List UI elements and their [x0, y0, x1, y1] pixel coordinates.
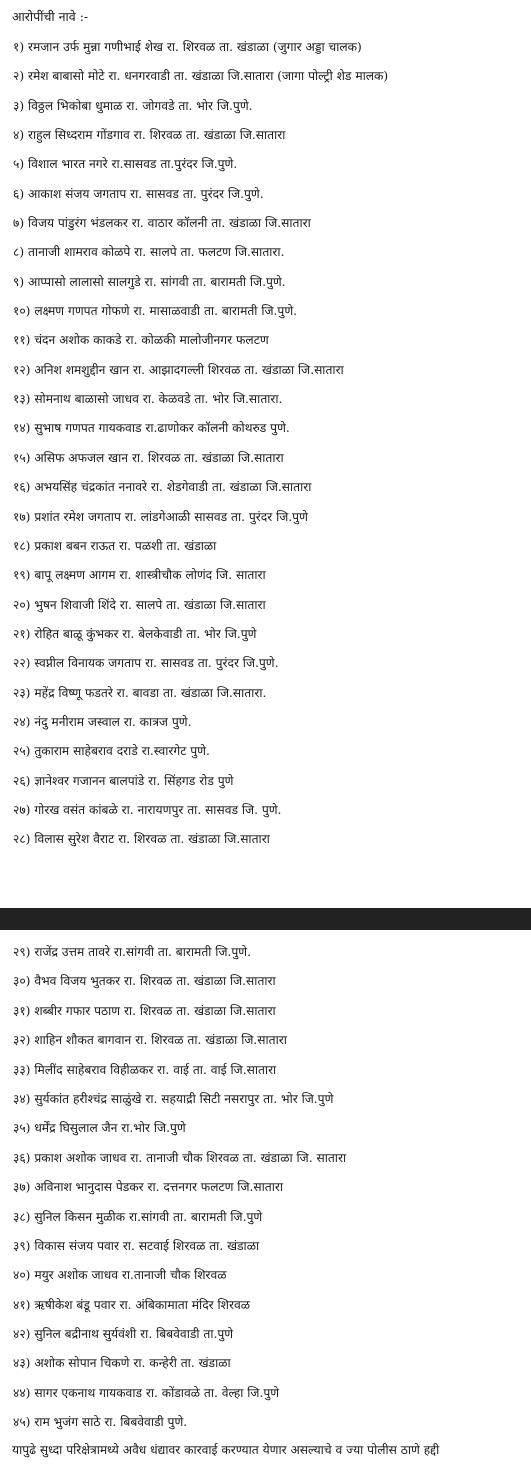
list-item — [0, 1001, 531, 1030]
list-item-number: ५) — [13, 157, 25, 172]
accused-list-part-two — [0, 942, 531, 1442]
list-item-text: अविनाश भानुदास पेडकर रा. दत्तनगर फलटण जि.सातारा — [34, 1180, 283, 1195]
list-item-number: ३१) — [13, 1003, 31, 1018]
list-item — [0, 800, 531, 829]
list-item — [0, 1265, 531, 1294]
list-item-number: ३७) — [13, 1180, 31, 1195]
list-item — [0, 448, 531, 477]
list-item — [0, 741, 531, 770]
list-item-number: ३३) — [13, 1062, 31, 1077]
list-item-number: ४) — [13, 128, 25, 143]
list-item-text: प्रशांत रमेश जगताप रा. लांडगेआळी सासवड ता. पुरंदर जि.पुणे — [34, 509, 308, 524]
footer-text: यापुढे सुध्दा परिक्षेत्रामध्ये अवैध धंद्यावर कारवाई करण्यात येणार असल्याचे व ज्या पोलीस ठाणे हद्दी — [12, 1443, 440, 1457]
list-item-text: महेंद्र विष्णू फडतरे रा. बावडा ता. खंडाळा जि.सातारा. — [34, 685, 267, 700]
list-item — [0, 125, 531, 154]
list-item-number: १०) — [13, 304, 31, 319]
list-item-text: प्रकाश बबन राऊत रा. पळशी ता. खंडाळा — [34, 538, 217, 553]
list-item — [0, 1324, 531, 1353]
list-item-text: राम भुजंग साठे रा. बिबवेवाडी पुणे. — [34, 1415, 188, 1430]
list-item-text: लक्ष्मण गणपत गोफणे रा. मासाळवाडी ता. बारामती जि.पुणे. — [34, 304, 298, 319]
list-item — [0, 507, 531, 536]
list-item-text: धर्मेंद्र घिसुलाल जैन रा.भोर जि.पुणे — [34, 1121, 186, 1136]
list-item-number: ३) — [13, 98, 25, 113]
list-item-number: ३०) — [13, 974, 31, 989]
list-item — [0, 96, 531, 125]
list-item — [0, 536, 531, 565]
list-item — [0, 330, 531, 359]
list-item-text: नंदु मनीराम जस्वाल रा. कात्रज पुणे. — [34, 714, 192, 729]
list-item-number: २९) — [13, 945, 31, 959]
list-item-number: २०) — [13, 597, 31, 612]
list-item — [0, 154, 531, 183]
list-item-number: ३५) — [13, 1121, 31, 1136]
list-item-number: ४३) — [13, 1356, 31, 1371]
list-item-number: १३) — [13, 392, 31, 407]
list-item — [0, 1295, 531, 1324]
list-item-number: ४०) — [13, 1268, 31, 1283]
list-item-number: ११) — [13, 333, 31, 348]
list-item-number: २८) — [13, 832, 31, 847]
list-item-number: ४१) — [13, 1297, 31, 1312]
list-item — [0, 272, 531, 301]
list-item-text: सोमनाथ बाळासो जाधव रा. केळवडे ता. भोर जि.सातारा. — [34, 392, 283, 407]
list-item-text: विजय पांडुरंग भंडलकर रा. वाठार कॉलनी ता. खंडाळा जि.सातारा — [27, 216, 311, 231]
list-item-text: ज्ञानेश्वर गजानन बालपांडे रा. सिंहगड रोड पुणे — [34, 773, 234, 788]
list-item-number: ३८) — [13, 1209, 31, 1224]
list-item-text: विठ्ठल भिकोबा धुमाळ रा. जोगवडे ता. भोर जि.पुणे. — [27, 98, 253, 113]
list-item-text: मयुर अशोक जाधव रा.तानाजी चौक शिरवळ — [34, 1268, 227, 1283]
list-item-text: ऋषीकेश बंडू पवार रा. अंबिकामाता मंदिर शिरवळ — [34, 1297, 250, 1312]
list-item-text: मिलींद साहेबराव विहीळकर रा. वाई ता. वाई जि.सातारा — [34, 1062, 277, 1077]
list-item-number: २१) — [13, 626, 31, 641]
list-item-text: असिफ अफजल खान रा. शिरवळ ता. खंडाळा जि.सातारा — [34, 450, 284, 465]
list-item — [0, 565, 531, 594]
list-item — [0, 1177, 531, 1206]
list-item — [0, 1353, 531, 1382]
list-item-number: ३४) — [13, 1091, 31, 1106]
list-item — [0, 653, 531, 682]
list-item-text: अशोक सोपान चिकणे रा. कन्हेरी ता. खंडाळा — [34, 1356, 231, 1371]
list-item — [0, 1207, 531, 1236]
accused-names-heading: आरोपींची नावे :- — [12, 9, 89, 24]
list-item-text: अनिश शमशुद्दीन खान रा. आझादगल्ली शिरवळ ता. खंडाळा जि.सातारा — [34, 362, 344, 377]
list-item-number: १२) — [13, 362, 31, 377]
page-separator-bar — [0, 908, 531, 930]
list-item — [0, 477, 531, 506]
list-item-text: तुकाराम साहेबराव दराडे रा.स्वारगेट पुणे. — [34, 744, 210, 759]
list-item — [0, 418, 531, 447]
list-item-number: १९) — [13, 568, 31, 583]
list-item-text: राजेंद्र उत्तम तावरे रा.सांगवी ता. बारामती जि.पुणे. — [34, 945, 251, 959]
list-item — [0, 1060, 531, 1089]
list-item-number: ९) — [13, 274, 25, 289]
list-item-number: १५) — [13, 450, 31, 465]
list-item — [0, 942, 531, 971]
list-item-text: भुषन शिवाजी शिंदे रा. सालपे ता. खंडाळा जि.सातारा — [34, 597, 266, 612]
list-item-text: गोरख वसंत कांबळे रा. नारायणपुर ता. सासवड जि. पुणे. — [34, 802, 282, 817]
list-item — [0, 213, 531, 242]
list-item-text: वैभव विजय भुतकर रा. शिरवळ ता. खंडाळा जि.सातारा — [34, 974, 276, 989]
list-item-text: आकाश संजय जगताप रा. सासवड ता. पुरंदर जि.पुणे. — [27, 186, 264, 201]
list-item — [0, 1030, 531, 1059]
list-item — [0, 301, 531, 330]
list-item-number: ८) — [13, 245, 25, 260]
list-item-number: ४४) — [13, 1385, 31, 1400]
list-item — [0, 1383, 531, 1412]
list-item-number: ४५) — [13, 1415, 31, 1430]
list-item — [0, 1118, 531, 1147]
list-item — [0, 712, 531, 741]
list-item-text: विकास संजय पवार रा. सटवाई शिरवळ ता. खंडाळा — [34, 1238, 260, 1253]
list-item — [0, 66, 531, 95]
list-item — [0, 184, 531, 213]
list-item — [0, 1148, 531, 1177]
list-item — [0, 829, 531, 858]
list-item-text: तानाजी शामराव कोळपे रा. सालपे ता. फलटण जि.सातारा. — [27, 245, 285, 260]
list-item-number: ७) — [13, 216, 25, 231]
list-item-number: ६) — [13, 186, 25, 201]
list-item-number: १) — [13, 40, 25, 54]
list-item-text: राहुल सिध्दराम गोंडगाव रा. शिरवळ ता. खंडाळा जि.सातारा — [27, 128, 286, 143]
list-item — [0, 1236, 531, 1265]
list-item-text: सागर एकनाथ गायकवाड रा. कोंडावळे ता. वेल्हा जि.पुणे — [34, 1385, 280, 1400]
list-item — [0, 624, 531, 653]
list-item-text: विलास सुरेश वैराट रा. शिरवळ ता. खंडाळा जि.सातारा — [34, 832, 270, 847]
list-item-text: सुनिल किसन मुळीक रा.सांगवी ता. बारामती जि.पुणे — [34, 1209, 263, 1224]
list-item-text: सुनिल बद्रीनाथ सुर्यवंशी रा. बिबवेवाडी ता.पुणे — [34, 1327, 234, 1342]
list-item-text: विशाल भारत नगरे रा.सासवड ता.पुरंदर जि.पुणे. — [27, 157, 238, 172]
list-item-text: प्रकाश अशोक जाधव रा. तानाजी चौक शिरवळ ता. खंडाळा जि. सातारा — [34, 1150, 347, 1165]
list-item-text: चंदन अशोक काकडे रा. कोळकी मालोजीनगर फलटण — [34, 333, 269, 348]
list-item-text: सुभाष गणपत गायकवाड रा.ढाणोकर कॉलनी कोथरुड पुणे. — [34, 421, 290, 436]
list-item-number: ४२) — [13, 1327, 31, 1342]
list-item-number: १७) — [13, 509, 31, 524]
list-item-number: २५) — [13, 744, 31, 759]
list-item — [0, 37, 531, 66]
list-item-text: रमेश बाबासो मोटे रा. धनगरवाडी ता. खंडाळा जि.सातारा (जागा पोल्ट्री शेड मालक) — [27, 69, 389, 84]
list-item-number: ३२) — [13, 1033, 31, 1048]
list-item-number: २७) — [13, 802, 31, 817]
list-item — [0, 595, 531, 624]
list-item-text: अभयसिंह चंद्रकांत ननावरे रा. शेडगेवाडी ता. खंडाळा जि.सातारा — [34, 480, 312, 495]
list-item-text: रोहित बाळू कुंभकर रा. बेलकेवाडी ता. भोर जि.पुणे — [34, 626, 257, 641]
list-item-number: १८) — [13, 538, 31, 553]
list-item-text: शब्बीर गफार पठाण रा. शिरवळ ता. खंडाळा जि.सातारा — [34, 1003, 276, 1018]
list-item-number: २३) — [13, 685, 31, 700]
list-item-number: १६) — [13, 480, 31, 495]
list-item — [0, 389, 531, 418]
list-item-number: २६) — [13, 773, 31, 788]
list-item-number: २२) — [13, 656, 31, 671]
accused-list-part-one — [0, 37, 531, 859]
list-item — [0, 360, 531, 389]
list-item-text: सुर्यकांत हरीश्चंद्र साळुंखे रा. सहयाद्री सिटी नसरापुर ता. भोर जि.पुणे — [34, 1091, 334, 1106]
list-item-text: रमजान उर्फ मुन्ना गणीभाई शेख रा. शिरवळ ता. खंडाळा (जुगार अड्डा चालक) — [27, 40, 362, 54]
list-item — [0, 1089, 531, 1118]
list-item — [0, 771, 531, 800]
list-item-number: २४) — [13, 714, 31, 729]
list-item-text: स्वप्नील विनायक जगताप रा. सासवड ता. पुरंदर जि.पुणे. — [34, 656, 279, 671]
list-item-text: बापू लक्ष्मण आगम रा. शास्त्रीचौक लोणंद जि. सातारा — [34, 568, 266, 583]
list-item — [0, 1412, 531, 1441]
list-item-text: आप्पासो लालासो सालगुडे रा. सांगवी ता. बारामती जि.पुणे. — [27, 274, 286, 289]
list-item-number: ३६) — [13, 1150, 31, 1165]
list-item — [0, 971, 531, 1000]
list-item-number: १४) — [13, 421, 31, 436]
list-item-text: शाहिन शौकत बागवान रा. शिरवळ ता. खंडाळा जि.सातारा — [34, 1033, 287, 1048]
list-item — [0, 683, 531, 712]
list-item-number: ३९) — [13, 1238, 31, 1253]
list-item-number: २) — [13, 69, 25, 84]
list-item — [0, 242, 531, 271]
